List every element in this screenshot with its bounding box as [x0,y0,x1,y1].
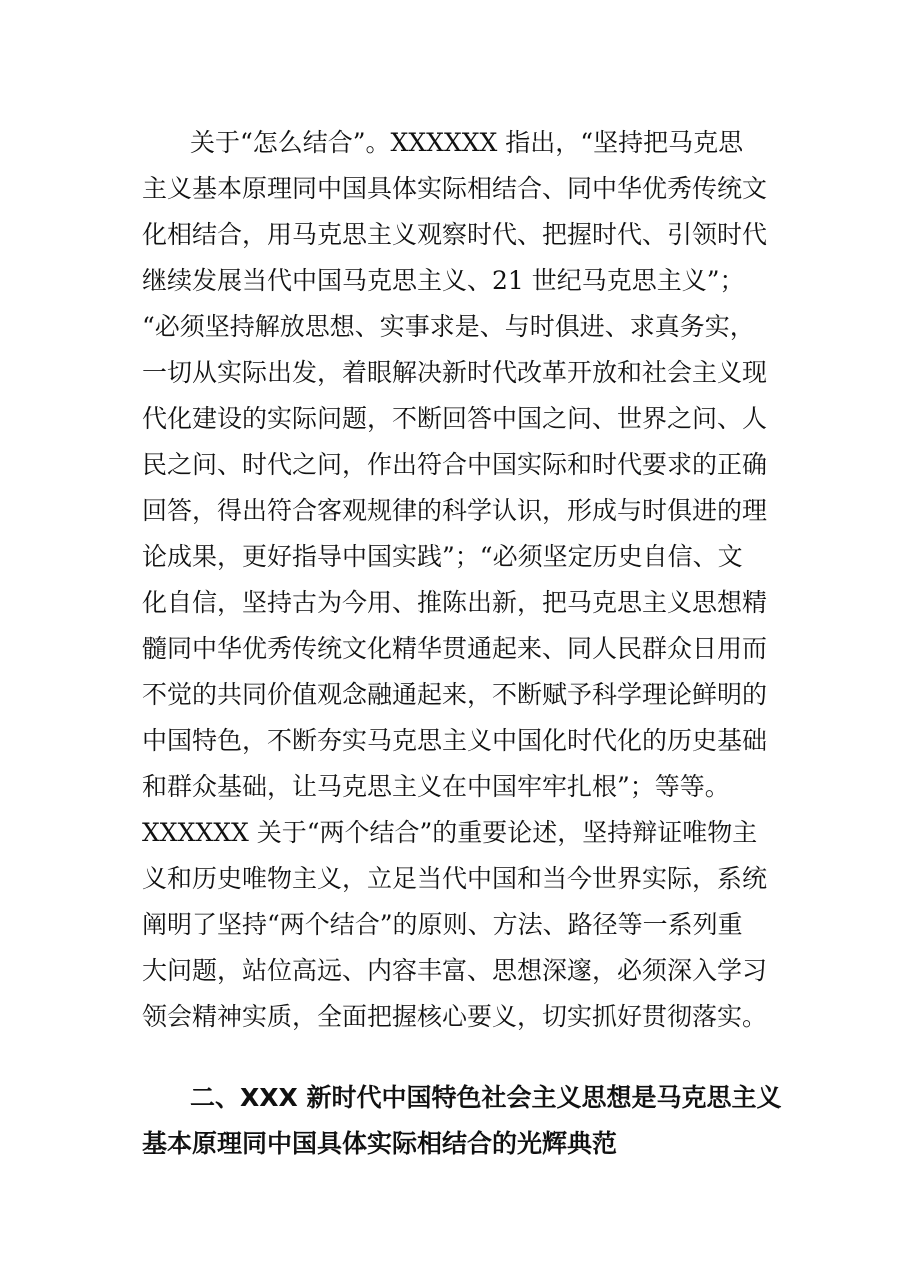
paragraph-line: “必须坚持解放思想、实事求是、与时俱进、求真务实， [142,312,755,341]
paragraph-line: 大问题，站位高远、内容丰富、思想深邃，必须深入学习 [142,956,768,985]
paragraph-line: 领会精神实质，全面把握核心要义，切实抓好贯彻落实。 [142,1002,768,1031]
paragraph-line: 关于“怎么结合”。XXXXXX 指出，“坚持把马克思 [190,128,744,157]
paragraph-line: 代化建设的实际问题，不断回答中国之问、世界之问、人 [142,404,768,433]
paragraph-line: XXXXXX 关于“两个结合”的重要论述，坚持辩证唯物主 [142,818,758,847]
paragraph-line: 一切从实际出发，着眼解决新时代改革开放和社会主义现 [142,358,768,387]
paragraph-line: 化自信，坚持古为今用、推陈出新，把马克思主义思想精 [142,588,768,617]
section-heading-line: 二、XXX 新时代中国特色社会主义思想是马克思主义 [190,1083,782,1112]
paragraph-line: 中国特色，不断夯实马克思主义中国化时代化的历史基础 [142,726,768,755]
paragraph-line: 和群众基础，让马克思主义在中国牢牢扎根”；等等。 [142,772,730,801]
paragraph-line: 民之问、时代之问，作出符合中国实际和时代要求的正确 [142,450,768,479]
paragraph-line: 义和历史唯物主义，立足当代中国和当今世界实际，系统 [142,864,768,893]
paragraph-line: 髓同中华优秀传统文化精华贯通起来、同人民群众日用而 [142,634,768,663]
paragraph-line: 继续发展当代中国马克思主义、21 世纪马克思主义”； [142,266,745,295]
paragraph-line: 阐明了坚持“两个结合”的原则、方法、路径等一系列重 [142,910,743,939]
paragraph-line: 回答，得出符合客观规律的科学认识，形成与时俱进的理 [142,496,768,525]
paragraph-line: 不觉的共同价值观念融通起来，不断赋予科学理论鲜明的 [142,680,768,709]
paragraph-line: 论成果，更好指导中国实践”；“必须坚定历史自信、文 [142,542,743,571]
paragraph-line: 主义基本原理同中国具体实际相结合、同中华优秀传统文 [142,174,768,203]
section-heading-line: 基本原理同中国具体实际相结合的光辉典范 [142,1129,618,1158]
paragraph-line: 化相结合，用马克思主义观察时代、把握时代、引领时代 [142,220,768,249]
